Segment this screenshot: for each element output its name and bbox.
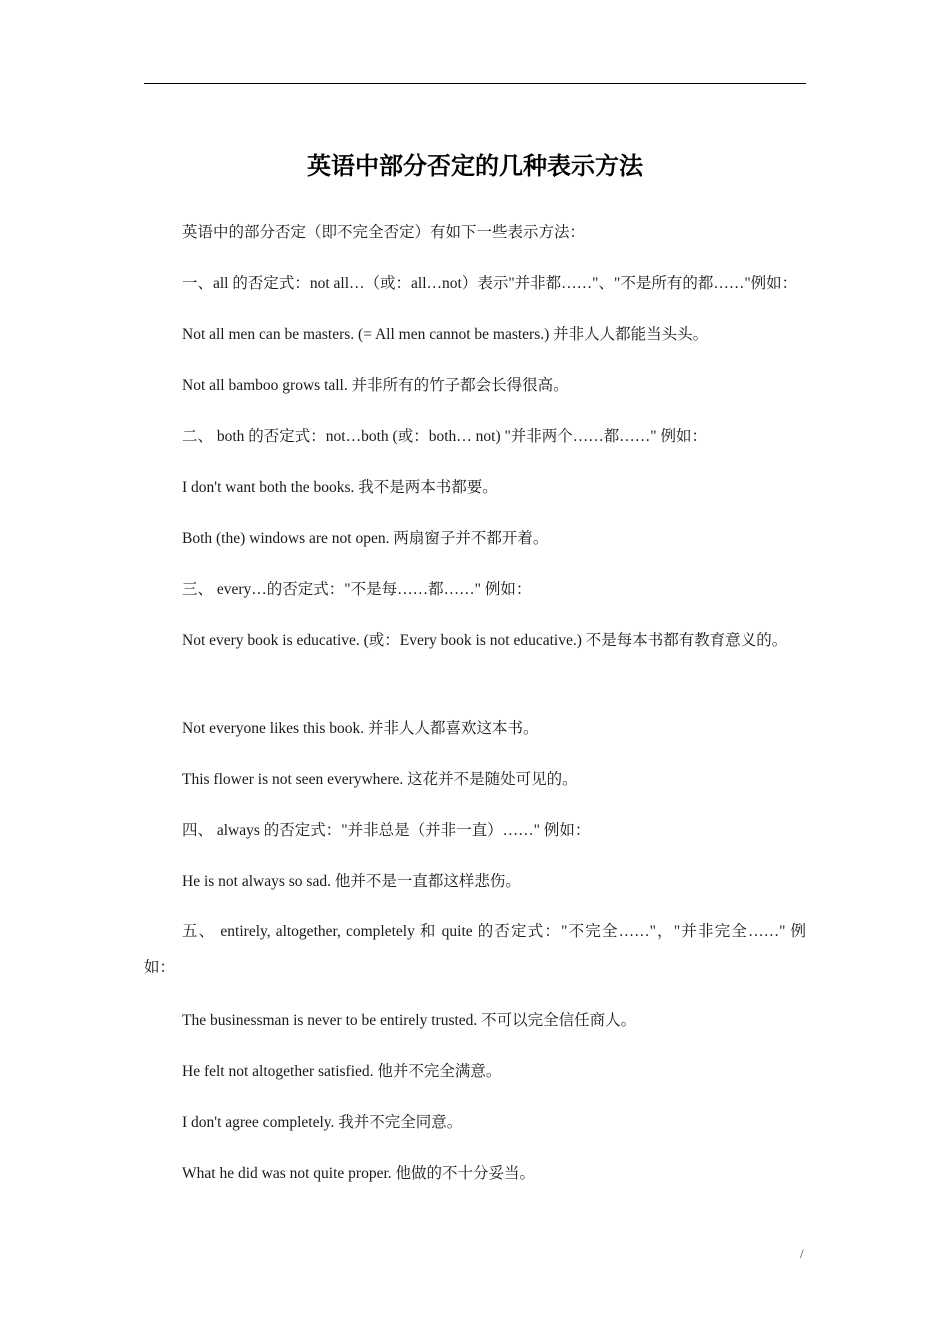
paragraph-intro: 英语中的部分否定（即不完全否定）有如下一些表示方法： <box>182 224 586 241</box>
example-sentence: What he did was not quite proper. 他做的不十分妥当。 <box>182 1165 536 1182</box>
section-heading-every: 三、 every…的否定式："不是每……都……" 例如： <box>182 581 532 598</box>
example-sentence: Both (the) windows are not open. 两扇窗子并不都开着。 <box>182 530 549 547</box>
example-sentence: I don't agree completely. 我并不完全同意。 <box>182 1114 463 1131</box>
section-heading-all: 一、all 的否定式：not all…（或：all…not）表示"并非都……"、"不是所有的都……"例如： <box>182 275 798 292</box>
example-sentence: Not every book is educative. (或：Every book is not educative.) 不是每本书都有教育意义的。 <box>182 632 788 649</box>
section-heading-always: 四、 always 的否定式："并非总是（并非一直）……" 例如： <box>182 822 591 839</box>
section-heading-entirely: 五、 entirely, altogether, completely 和 quite 的否定式："不完全……"，"并非完全……" 例如： <box>144 923 806 976</box>
document-title: 英语中部分否定的几种表示方法 <box>307 152 643 180</box>
header-rule <box>144 83 806 84</box>
section-heading-both: 二、 both 的否定式：not…both (或：both… not) "并非两个……都……" 例如： <box>182 428 708 445</box>
example-sentence: This flower is not seen everywhere. 这花并不是随处可见的。 <box>182 771 578 788</box>
example-sentence: Not all bamboo grows tall. 并非所有的竹子都会长得很高。 <box>182 377 569 394</box>
example-sentence: He felt not altogether satisfied. 他并不完全满意。 <box>182 1063 502 1080</box>
example-sentence: Not all men can be masters. (= All men cannot be masters.) 并非人人都能当头头。 <box>182 326 709 343</box>
example-sentence: The businessman is never to be entirely trusted. 不可以完全信任商人。 <box>182 1012 637 1029</box>
page-number: / <box>800 1246 804 1261</box>
example-sentence: I don't want both the books. 我不是两本书都要。 <box>182 479 498 496</box>
example-sentence: He is not always so sad. 他并不是一直都这样悲伤。 <box>182 873 521 890</box>
example-sentence: Not everyone likes this book. 并非人人都喜欢这本书。 <box>182 720 539 737</box>
